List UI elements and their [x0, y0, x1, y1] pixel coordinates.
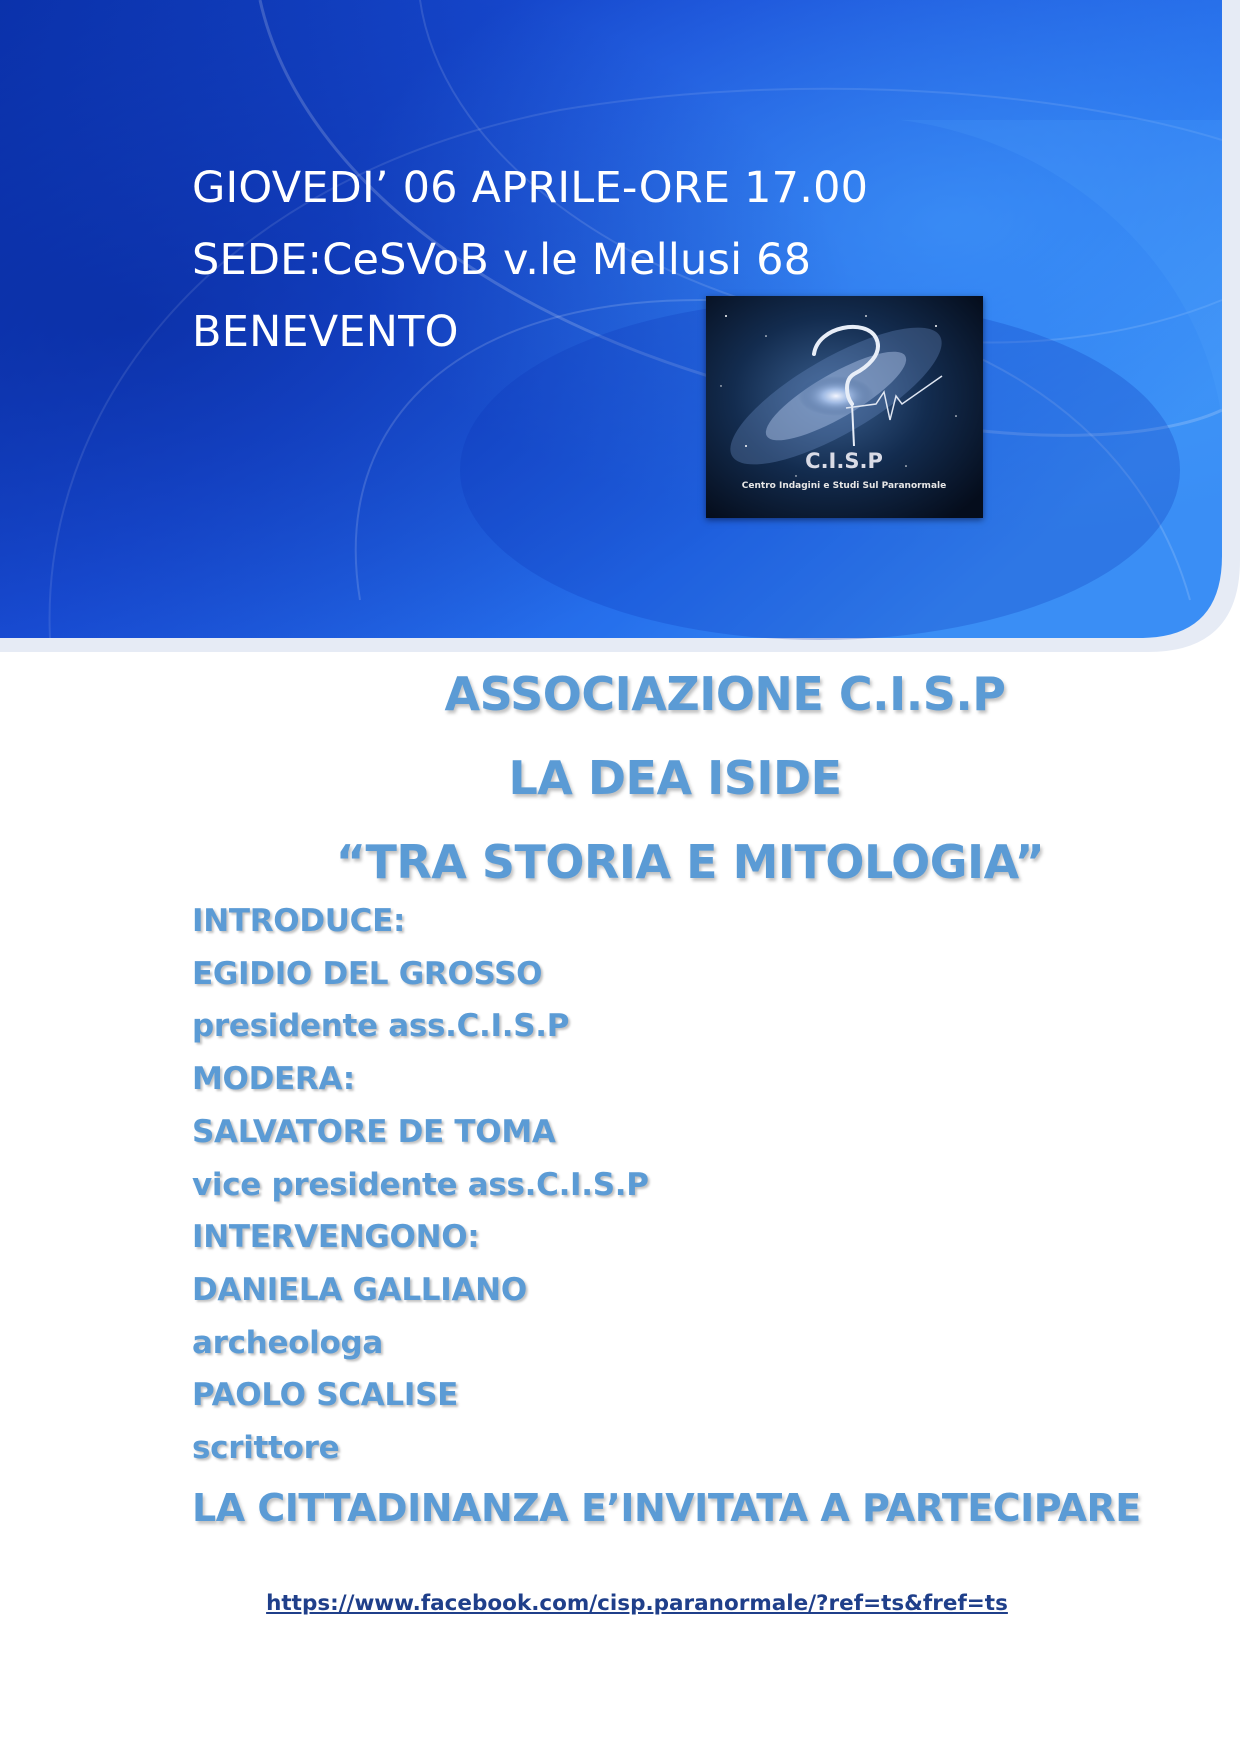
- invitation-text: LA CITTADINANZA E’INVITATA A PARTECIPARE: [192, 1486, 1141, 1530]
- logo-title: C.I.S.P: [805, 449, 883, 473]
- speakers-label: INTERVENGONO:: [192, 1219, 480, 1256]
- speaker-program: [192, 895, 649, 1475]
- cisp-logo: [706, 296, 983, 518]
- event-date-time: GIOVEDI’ 06 APRILE-ORE 17.00: [192, 163, 869, 213]
- speaker-1-name: DANIELA GALLIANO: [192, 1271, 527, 1308]
- moderator-name: SALVATORE DE TOMA: [192, 1113, 556, 1150]
- event-venue: SEDE:CeSVoB v.le Mellusi 68: [192, 235, 812, 285]
- event-city: BENEVENTO: [192, 307, 459, 357]
- speaker-2-name: PAOLO SCALISE: [192, 1377, 458, 1414]
- topic-title: LA DEA ISIDE: [508, 751, 842, 805]
- introducer-role: presidente ass.C.I.S.P: [192, 1008, 570, 1045]
- title-block: [0, 652, 1240, 904]
- moderator-role: vice presidente ass.C.I.S.P: [192, 1166, 649, 1203]
- galaxy-logo-image: [706, 296, 983, 518]
- introduce-label: INTRODUCE:: [192, 903, 406, 939]
- speaker-2-role: scrittore: [192, 1430, 340, 1467]
- topic-subtitle: “TRA STORIA E MITOLOGIA”: [335, 835, 1045, 889]
- facebook-link[interactable]: https://www.facebook.com/cisp.paranormale/?ref=ts&fref=ts: [266, 1591, 1008, 1616]
- logo-subtitle: Centro Indagini e Studi Sul Paranormale: [741, 481, 947, 491]
- speaker-1-role: archeologa: [192, 1324, 384, 1361]
- moderator-label: MODERA:: [192, 1061, 355, 1098]
- introducer-name: EGIDIO DEL GROSSO: [192, 955, 543, 992]
- association-title: ASSOCIAZIONE C.I.S.P: [444, 667, 1006, 721]
